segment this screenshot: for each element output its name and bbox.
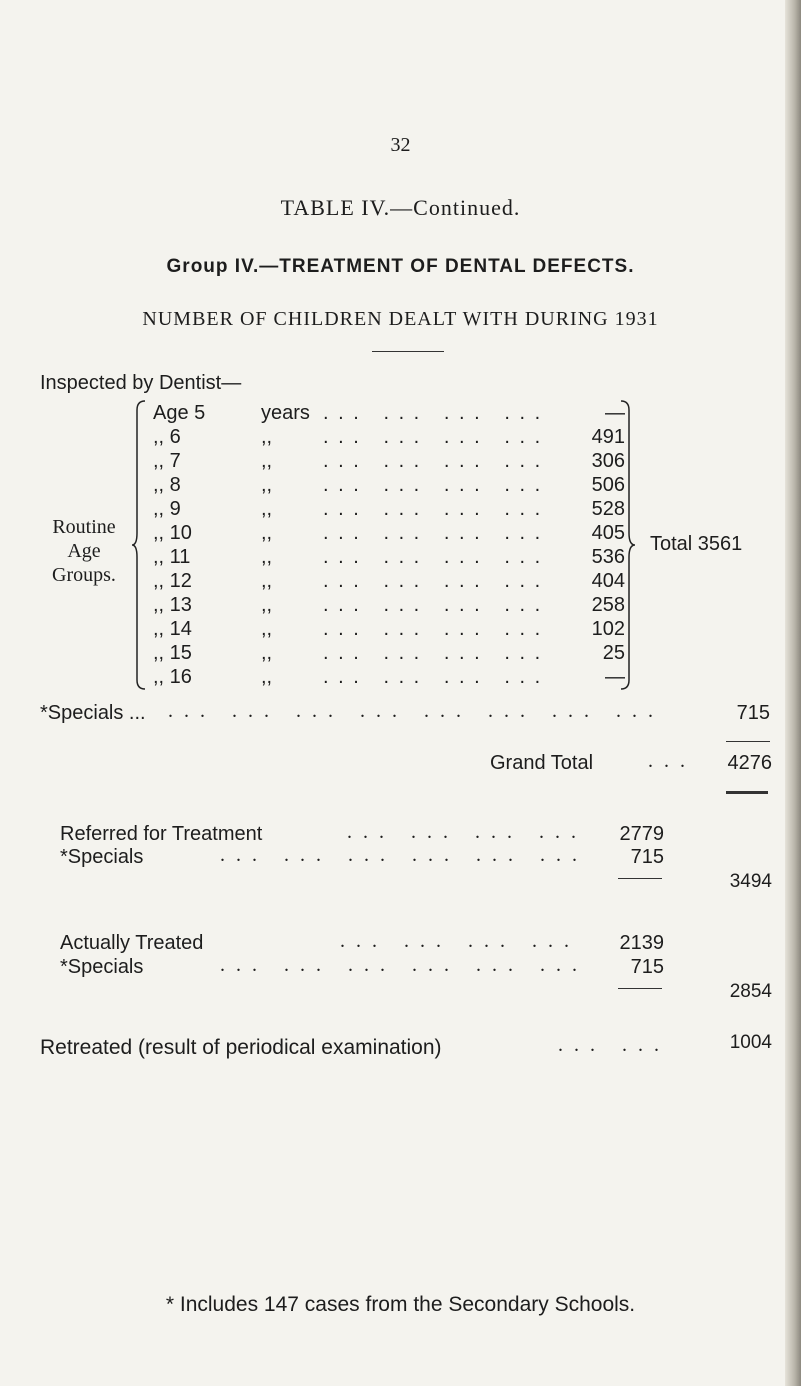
age-row-value: 258 xyxy=(591,594,625,616)
age-row-unit: ,, xyxy=(261,426,273,448)
treated-leader-dots: . . . . . . . . . . . . xyxy=(340,930,572,952)
referred-leader-dots: . . . . . . . . . . . . xyxy=(347,821,579,843)
age-row-unit: ,, xyxy=(261,594,273,616)
age-row xyxy=(153,546,623,570)
age-row-label: ,, 7 xyxy=(153,450,181,472)
age-row-value: 506 xyxy=(591,474,625,496)
age-row-value: 491 xyxy=(591,426,625,448)
age-row-label: ,, 6 xyxy=(153,426,181,448)
heading-rule xyxy=(372,351,444,352)
age-row-value: 404 xyxy=(591,570,625,592)
table-title: TABLE IV.—Continued. xyxy=(280,195,521,220)
routine-line3: Groups. xyxy=(52,564,116,586)
main-heading: NUMBER OF CHILDREN DEALT WITH DURING 1931 xyxy=(142,308,659,330)
age-row-label: ,, 9 xyxy=(153,498,181,520)
age-row-label: ,, 16 xyxy=(153,666,192,688)
referred-label: Referred for Treatment xyxy=(60,823,263,845)
age-row-label: ,, 12 xyxy=(153,570,192,592)
age-row-unit: ,, xyxy=(261,642,273,664)
age-row-label: ,, 14 xyxy=(153,618,192,640)
age-row-value: 528 xyxy=(591,498,625,520)
age-row xyxy=(153,498,623,522)
referred-value: 2779 xyxy=(619,823,664,845)
age-row-value: 306 xyxy=(591,450,625,472)
age-row-value: 536 xyxy=(591,546,625,568)
age-row-leader-dots: . . . . . . . . . . . . xyxy=(323,642,543,664)
age-row-leader-dots: . . . . . . . . . . . . xyxy=(323,666,543,688)
age-row-unit: ,, xyxy=(261,522,273,544)
age-row-unit: ,, xyxy=(261,450,273,472)
retreated-label: Retreated (result of periodical examination) xyxy=(40,1036,442,1059)
treated-sum-rule xyxy=(618,988,662,989)
age-row xyxy=(153,666,623,690)
specials-leader-dots: . . . . . . . . . . . . . . . . . . . . . . . . xyxy=(168,700,656,722)
routine-total: Total 3561 xyxy=(650,533,743,555)
referred-specials-value: 715 xyxy=(630,846,664,868)
age-row xyxy=(153,618,623,642)
age-row xyxy=(153,474,623,498)
age-row-leader-dots: . . . . . . . . . . . . xyxy=(323,402,543,424)
age-row xyxy=(153,594,623,618)
routine-line2: Age xyxy=(67,540,101,562)
inspected-label: Inspected by Dentist— xyxy=(40,372,242,394)
age-row-value: — xyxy=(605,666,625,688)
age-row-leader-dots: . . . . . . . . . . . . xyxy=(323,546,543,568)
age-row-leader-dots: . . . . . . . . . . . . xyxy=(323,570,543,592)
age-row-label: ,, 8 xyxy=(153,474,181,496)
age-row-label: Age 5 xyxy=(153,402,206,424)
treated-specials-leader-dots: . . . . . . . . . . . . . . . . . . xyxy=(220,954,580,976)
age-row-leader-dots: . . . . . . . . . . . . xyxy=(323,474,543,496)
footnote: * Includes 147 cases from the Secondary Schools. xyxy=(165,1293,636,1316)
age-row xyxy=(153,522,623,546)
age-row-value: 102 xyxy=(591,618,625,640)
treated-value: 2139 xyxy=(619,932,664,954)
referred-specials-label: *Specials xyxy=(60,846,144,868)
age-row-leader-dots: . . . . . . . . . . . . xyxy=(323,450,543,472)
treated-label: Actually Treated xyxy=(60,932,204,954)
age-row-leader-dots: . . . . . . . . . . . . xyxy=(323,522,543,544)
age-row-leader-dots: . . . . . . . . . . . . xyxy=(323,618,543,640)
age-row-unit: ,, xyxy=(261,666,273,688)
treated-sum: 2854 xyxy=(729,981,772,1002)
age-row-label: ,, 15 xyxy=(153,642,192,664)
referred-specials-leader-dots: . . . . . . . . . . . . . . . . . . xyxy=(220,844,580,866)
age-row-label: ,, 10 xyxy=(153,522,192,544)
specials-value: 715 xyxy=(736,702,770,724)
routine-line1: Routine xyxy=(52,516,116,538)
age-row-unit: ,, xyxy=(261,618,273,640)
treated-specials-label: *Specials xyxy=(60,956,144,978)
grand-total-value: 4276 xyxy=(727,752,772,774)
retreated-value: 1004 xyxy=(729,1032,772,1053)
age-row-label: ,, 13 xyxy=(153,594,192,616)
age-row xyxy=(153,426,623,450)
retreated-leader-dots: . . . . . . xyxy=(558,1034,662,1056)
routine-age-groups-label xyxy=(34,515,134,587)
age-row-leader-dots: . . . . . . . . . . . . xyxy=(323,498,543,520)
age-row xyxy=(153,642,623,666)
age-row-unit: years xyxy=(261,402,310,424)
age-row-unit: ,, xyxy=(261,546,273,568)
age-row-unit: ,, xyxy=(261,474,273,496)
left-brace xyxy=(132,400,146,690)
specials-label: *Specials ... xyxy=(40,702,146,724)
age-row-leader-dots: . . . . . . . . . . . . xyxy=(323,594,543,616)
age-row-unit: ,, xyxy=(261,498,273,520)
age-row xyxy=(153,450,623,474)
referred-sum: 3494 xyxy=(729,871,772,892)
age-row xyxy=(153,402,623,426)
right-brace xyxy=(620,400,636,690)
grand-total-double-rule xyxy=(726,791,768,794)
grand-total-label: Grand Total xyxy=(490,752,594,774)
age-row-value: 405 xyxy=(591,522,625,544)
age-row-value: 25 xyxy=(602,642,625,664)
page-number: 32 xyxy=(390,134,411,156)
age-row-value: — xyxy=(605,402,625,424)
group-title: Group IV.—TREATMENT OF DENTAL DEFECTS. xyxy=(166,256,635,277)
grand-total-leader-dots: . . . xyxy=(648,750,688,772)
age-row-label: ,, 11 xyxy=(153,546,191,568)
referred-sum-rule xyxy=(618,878,662,879)
treated-specials-value: 715 xyxy=(630,956,664,978)
specials-sum-rule xyxy=(726,741,770,742)
age-row-unit: ,, xyxy=(261,570,273,592)
age-row-leader-dots: . . . . . . . . . . . . xyxy=(323,426,543,448)
age-row xyxy=(153,570,623,594)
